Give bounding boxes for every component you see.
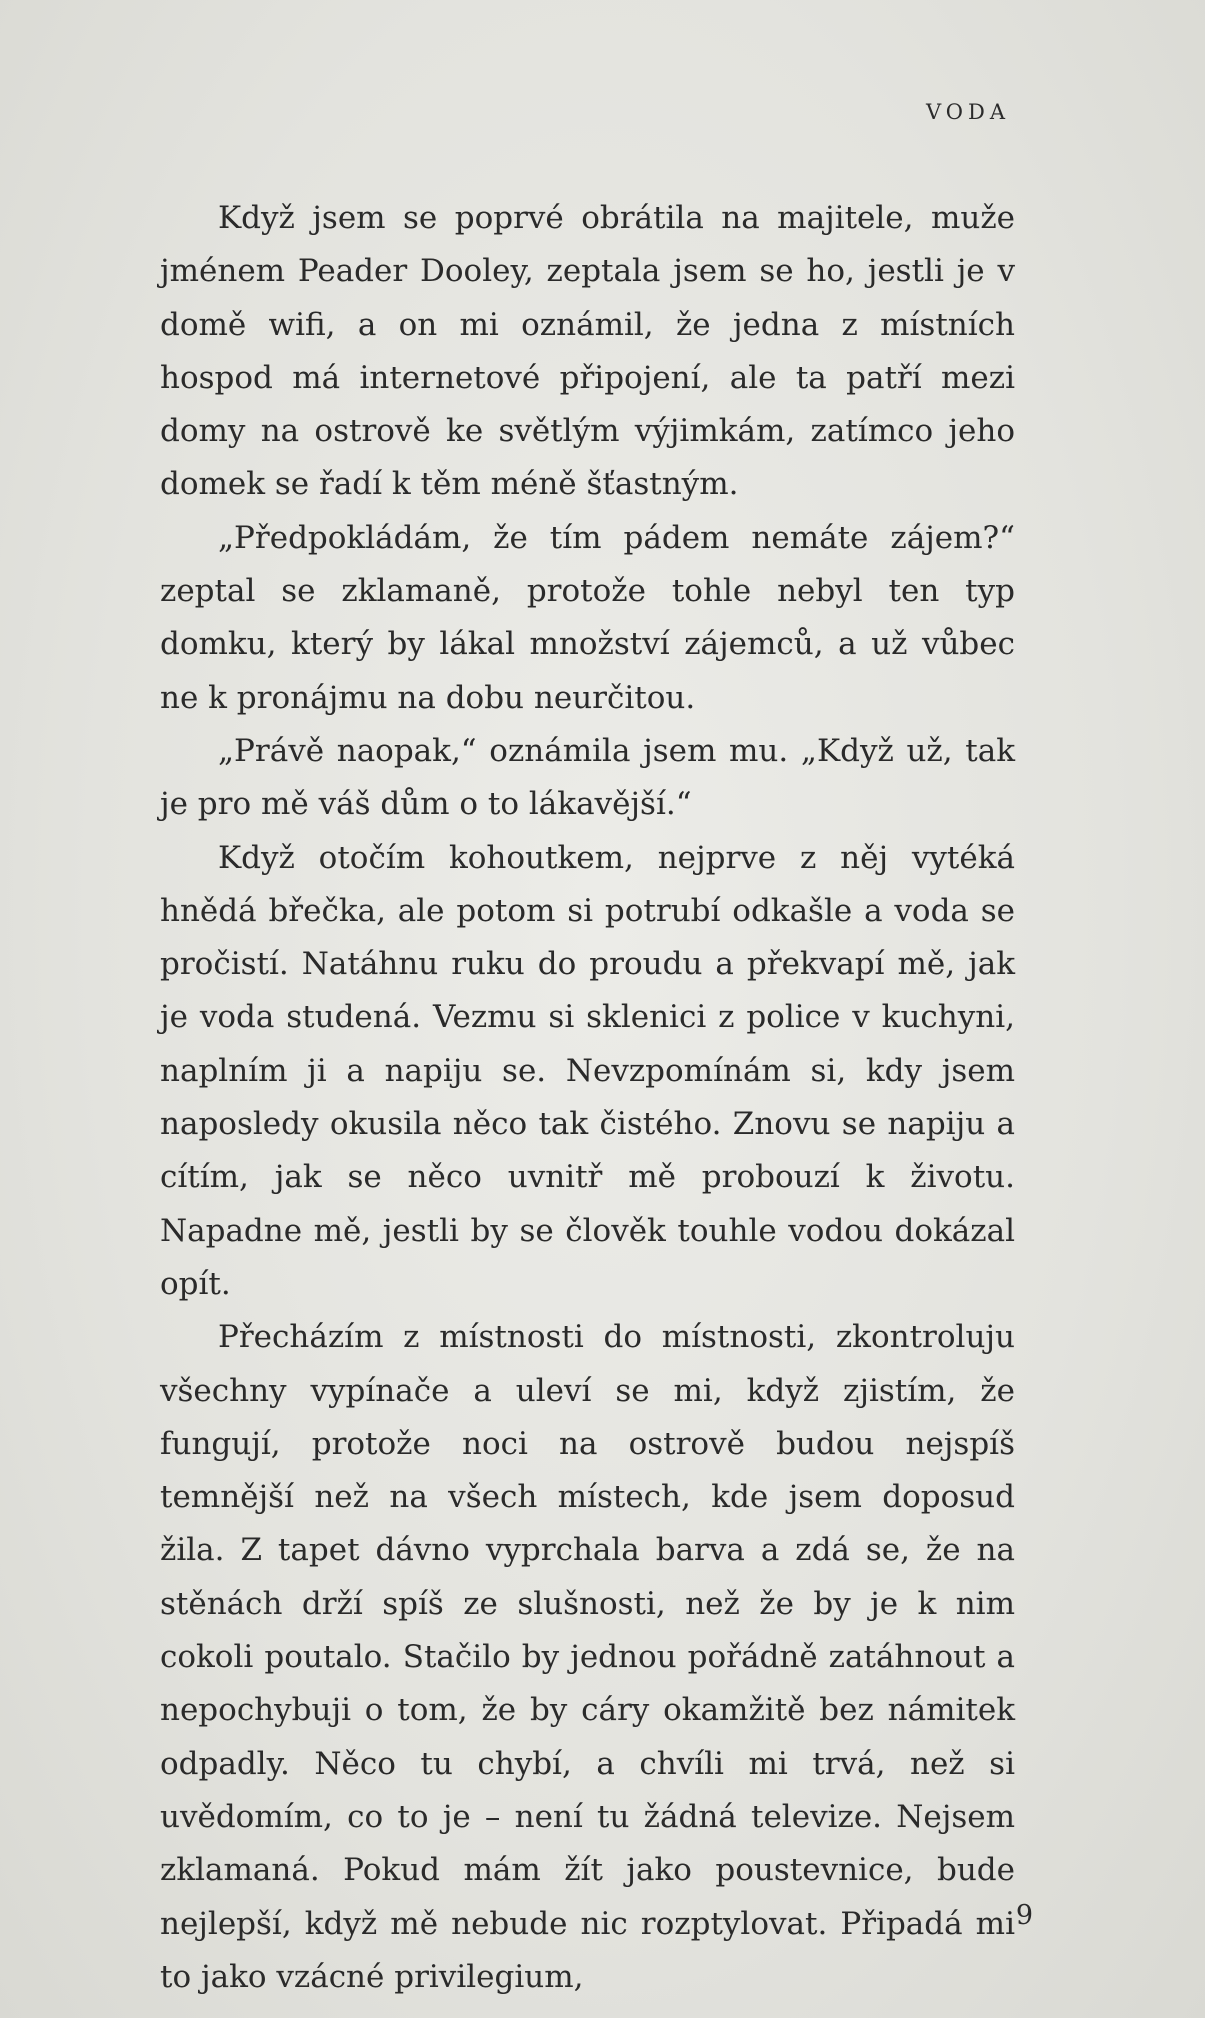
paragraph: Přecházím z místnosti do místnosti, zkontroluju všechny vypínače a uleví se mi, když zjistím, že fungují, protože noci na ostrově budou nejspíš temnější než na všech místech, kde jsem doposud žila. Z tapet dávno vyprchala barva a zdá se, že na stěnách drží spíš ze slušnosti, než že by je k nim cokoli poutalo. Stačilo by jednou pořádně zatáhnout a nepochybuji o tom, že by cáry okamžitě bez námitek odpadly. Něco tu chybí, a chvíli mi trvá, než si uvědomím, co to je – není tu žádná televize. Nejsem zklamaná. Pokud mám žít jako poustevnice, bude nejlepší, když mě nebude nic rozptylovat. Připadá mi to jako vzácné privilegium, [160,1319,1015,1995]
paragraph: „Předpokládám, že tím pádem nemáte zájem?“ zeptal se zklamaně, protože tohle nebyl ten typ domku, který by lákal množství zájemců, a už vůbec ne k pronájmu na dobu neurčitou. [160,519,1015,716]
running-head: VODA [925,100,1010,124]
paragraph: „Právě naopak,“ oznámila jsem mu. „Když už, tak je pro mě váš dům o to lákavější.“ [160,732,1015,823]
body-text [160,192,1015,2004]
paragraph: Když otočím kohoutkem, nejprve z něj vytéká hnědá břečka, ale potom si potrubí odkašle a voda se pročistí. Natáhnu ruku do proudu a překvapí mě, jak je voda studená. Vezmu si sklenici z police v kuchyni, naplním ji a napiju se. Nevzpomínám si, kdy jsem naposledy okusila něco tak čistého. Znovu se napiju a cítím, jak se něco uvnitř mě probouzí k životu. Napadne mě, jestli by se člověk touhle vodou dokázal opít. [160,839,1015,1302]
page-number: 9 [1015,1900,1033,1931]
paragraph: Když jsem se poprvé obrátila na majitele, muže jménem Peader Dooley, zeptala jsem se ho, jestli je v domě wifi, a on mi oznámil, že jedna z místních hospod má internetové připojení, ale ta patří mezi domy na ostrově ke světlým výjimkám, zatímco jeho domek se řadí k těm méně šťastným. [160,200,1015,503]
